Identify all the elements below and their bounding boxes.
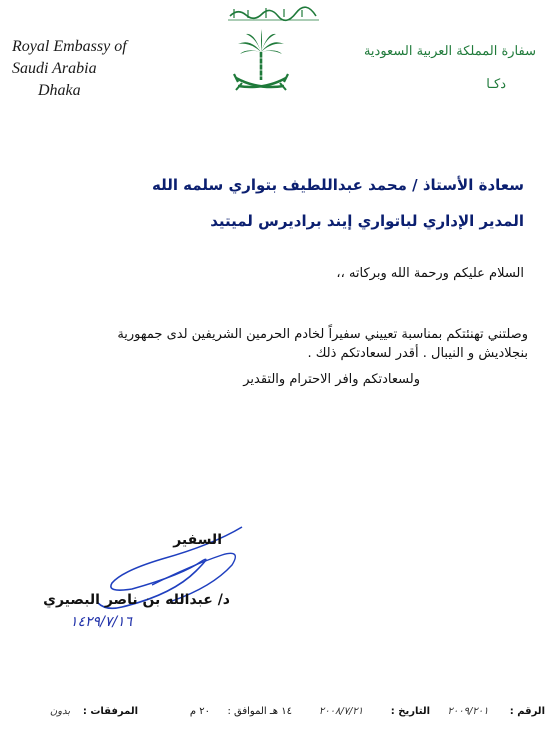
enclosures-label: المرفقات : — [82, 706, 138, 717]
embassy-city: Dhaka — [38, 82, 81, 99]
date-value: ٢٠٠٨/٧/٢١ — [318, 706, 364, 717]
date-label: التاريخ : — [390, 706, 430, 717]
ref-number-label: الرقم : — [509, 706, 545, 717]
hijri-suffix: ١٤ هـ الموافق : — [227, 706, 292, 717]
enclosures-value: بدون — [49, 706, 71, 717]
arabic-city: دكـا — [486, 77, 506, 92]
embassy-line-2: Saudi Arabia — [12, 60, 97, 77]
body-line-1: وصلتني تهنئتكم بمناسبة تعييني سفيراً لخادم الحرمين الشريفين لدى جمهورية — [117, 327, 528, 342]
closing: ولسعادتكم وافر الاحترام والتقدير — [243, 372, 420, 387]
addressee-name: سعادة الأستاذ / محمد عبداللطيف بتواري — [228, 176, 524, 194]
english-embassy-header — [12, 36, 127, 102]
greeting: السلام عليكم ورحمة الله وبركاته ،، — [336, 266, 524, 281]
calligraphy-motto-icon — [226, 4, 321, 22]
reference-footer — [0, 706, 550, 730]
top-motto — [226, 4, 321, 22]
addressee-salam: سلمه الله — [151, 176, 224, 194]
addressee-line-1 — [124, 176, 524, 194]
ref-number-value: ٢٠٠٩/٢٠١ — [447, 706, 489, 717]
body-line-2: بنجلاديش و النيبال . أقدر لسعادتكم ذلك . — [307, 346, 528, 361]
arabic-embassy-header — [363, 44, 536, 92]
signatory-name: د/ عبدالله بن ناصر البصيري — [43, 592, 230, 608]
saudi-emblem — [228, 28, 294, 98]
gregorian-suffix: ٢٠ م — [189, 706, 210, 717]
signatory-title: السفير — [173, 532, 222, 548]
signature-date: ١٤٢٩/٧/١٦ — [70, 614, 133, 630]
arabic-embassy-name: سفارة المملكة العربية السعودية — [363, 44, 536, 59]
addressee-line-2: المدير الإداري لباتواري إيند براديرس لميتيد — [210, 212, 524, 230]
palm-swords-emblem-icon — [228, 28, 294, 98]
embassy-line-1: Royal Embassy of — [12, 38, 127, 55]
